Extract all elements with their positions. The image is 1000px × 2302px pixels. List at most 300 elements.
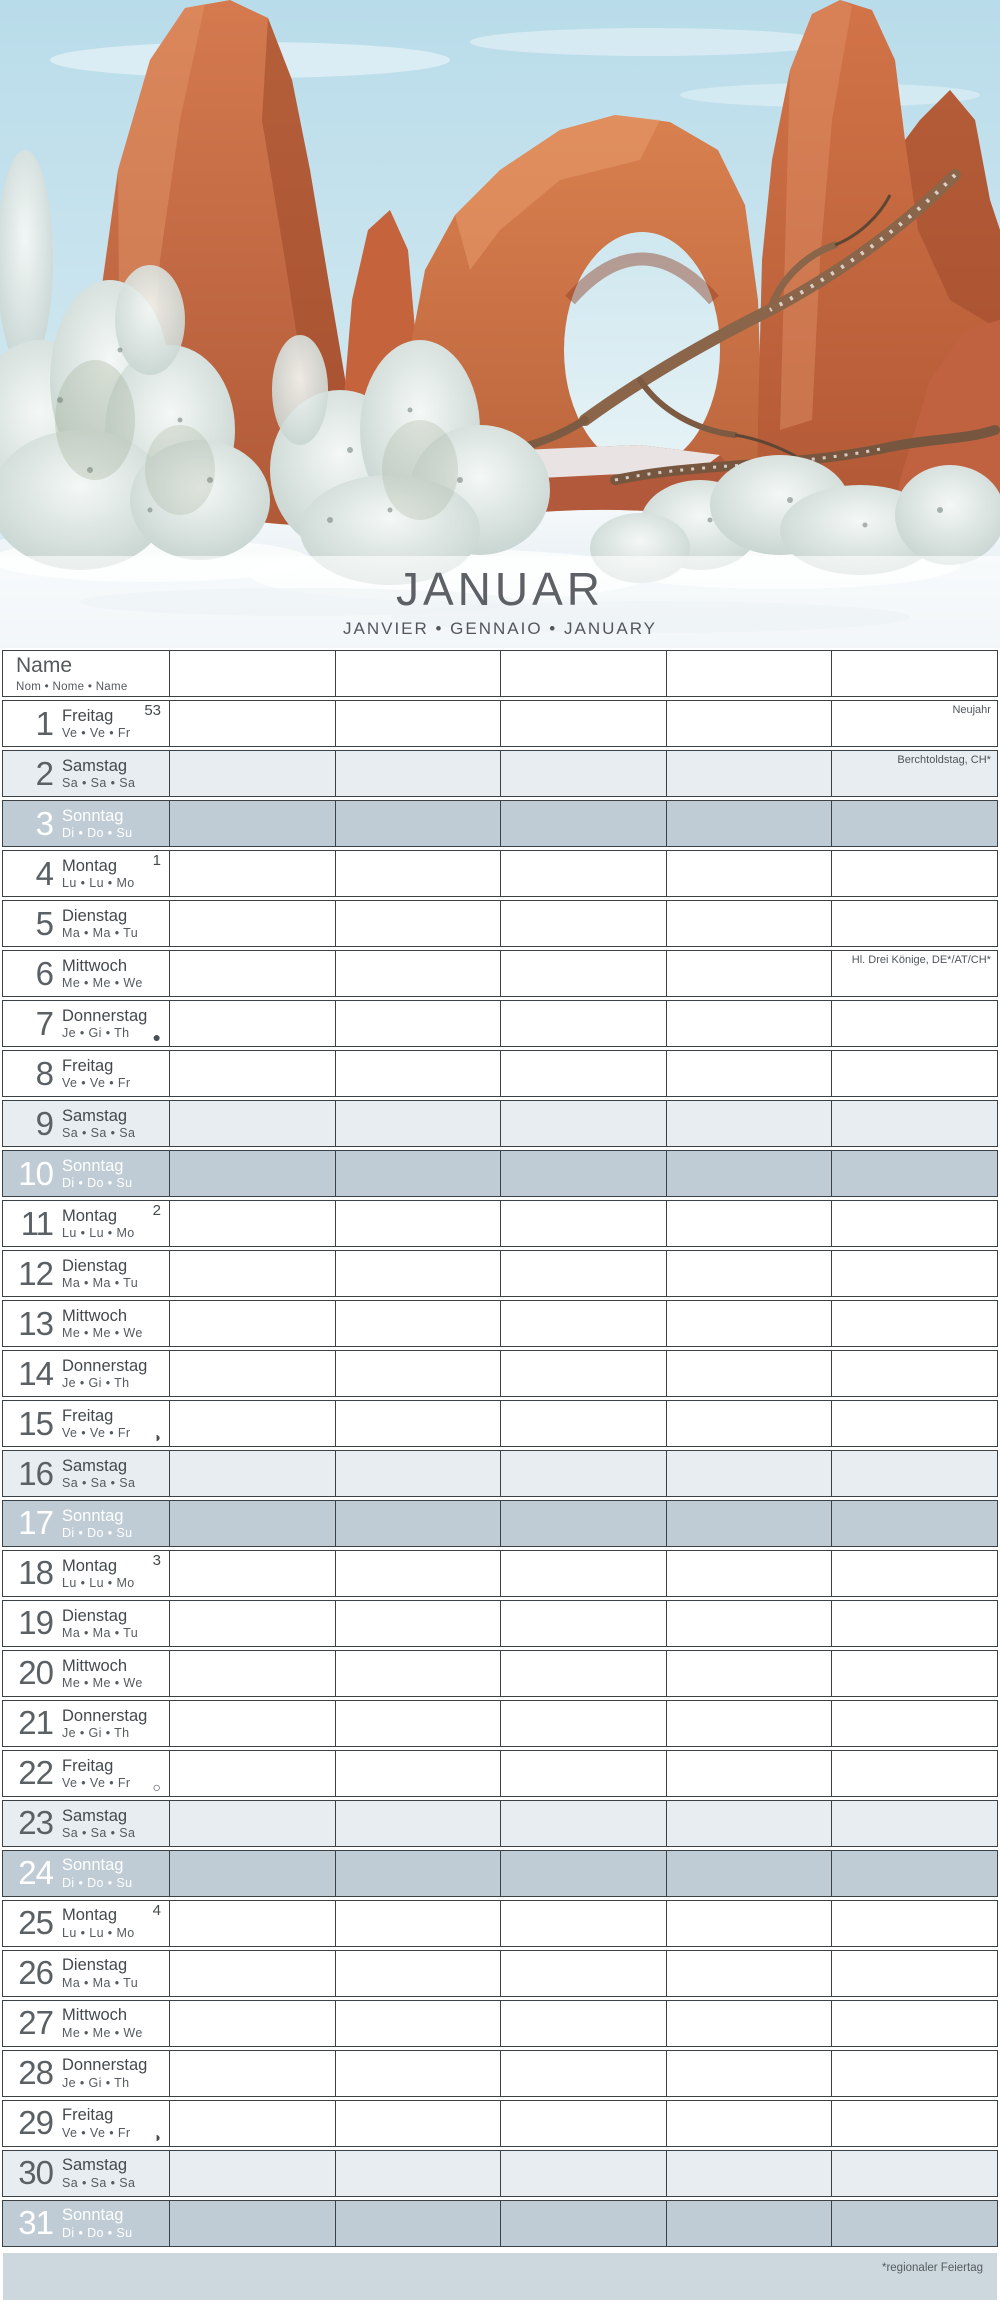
day-row-2: [2, 750, 998, 797]
day-row-5: [2, 900, 998, 947]
day-name-block: [62, 1757, 130, 1790]
entry-cell: [169, 951, 335, 996]
day-name: Samstag: [62, 756, 128, 775]
day-label-cell: [3, 1351, 169, 1396]
entry-cell: [666, 1051, 832, 1096]
day-name: Mittwoch: [62, 2006, 128, 2025]
entry-cell: [169, 1201, 335, 1246]
entry-cell: [831, 1351, 997, 1396]
day-name: Montag: [62, 1206, 118, 1225]
entry-cell: [500, 701, 666, 746]
day-name-block: [62, 1107, 135, 1140]
day-name: Montag: [62, 856, 118, 875]
entry-cell: [666, 1101, 832, 1146]
day-name-translations: Di • Do • Su: [62, 1526, 133, 1541]
day-row-4: [2, 850, 998, 897]
entry-cell: [335, 1001, 501, 1046]
day-name: Montag: [62, 1556, 118, 1575]
calendar-grid: [2, 650, 998, 2250]
entry-cell: [500, 901, 666, 946]
entry-cell: [169, 751, 335, 796]
entry-cell: [169, 801, 335, 846]
day-name-block: [62, 707, 130, 740]
day-name: Freitag: [62, 706, 114, 725]
entry-cell: [169, 1151, 335, 1196]
entry-cell: [666, 1851, 832, 1896]
footer-band: [3, 2253, 997, 2300]
entry-cell: [335, 1901, 501, 1946]
entry-cell: [335, 1351, 501, 1396]
day-name-block: [62, 1057, 130, 1090]
entry-cell: [666, 1251, 832, 1296]
name-sublabel: Nom • Nome • Name: [16, 681, 128, 693]
entry-cell: [831, 901, 997, 946]
day-label-cell: [3, 1251, 169, 1296]
moon-phase-icon: ○: [152, 1778, 161, 1795]
day-row-9: [2, 1100, 998, 1147]
entry-cell: [666, 2151, 832, 2196]
moon-phase-icon: ◑: [152, 1428, 161, 1445]
entry-cell: [500, 751, 666, 796]
entry-cell: [169, 1551, 335, 1596]
day-row-13: [2, 1300, 998, 1347]
entry-cell: [169, 1401, 335, 1446]
day-number: 12: [18, 1254, 53, 1292]
day-row-21: [2, 1700, 998, 1747]
day-row-22: [2, 1750, 998, 1797]
entry-cell: [831, 1051, 997, 1096]
entry-cell: [500, 2151, 666, 2196]
day-name-translations: Sa • Sa • Sa: [62, 2175, 136, 2190]
day-label-cell: [3, 1151, 169, 1196]
entry-cell: [666, 851, 832, 896]
entry-cell: [169, 2101, 335, 2146]
day-number: 7: [35, 1004, 53, 1042]
entry-cell: [335, 851, 501, 896]
day-label-cell: [3, 1051, 169, 1096]
day-name-block: [62, 1856, 133, 1889]
day-label-cell: [3, 801, 169, 846]
entry-cell: [831, 1201, 997, 1246]
entry-cell: [831, 1251, 997, 1296]
day-name-translations: Di • Do • Su: [62, 2225, 133, 2240]
day-name: Dienstag: [62, 906, 128, 925]
day-name: Samstag: [62, 1456, 128, 1475]
entry-cell: [335, 1251, 501, 1296]
entry-cell: [666, 1301, 832, 1346]
name-entry-cell: [666, 651, 832, 696]
day-row-29: [2, 2100, 998, 2147]
day-name-block: [62, 1707, 147, 1740]
entry-cell: [335, 1201, 501, 1246]
day-name: Dienstag: [62, 1956, 128, 1975]
entry-cell: [666, 1601, 832, 1646]
entry-cell: [500, 1251, 666, 1296]
name-entry-cell: [831, 651, 997, 696]
entry-cell: [500, 951, 666, 996]
entry-cell: [335, 1751, 501, 1796]
entry-cell: [500, 1201, 666, 1246]
entry-cell: [335, 701, 501, 746]
entry-cell: [831, 701, 997, 746]
entry-cell: [500, 1401, 666, 1446]
entry-cell: [831, 1151, 997, 1196]
day-name-block: [62, 2106, 130, 2139]
entry-cell: [666, 1651, 832, 1696]
day-name-translations: Je • Gi • Th: [62, 2075, 130, 2090]
entry-cell: [335, 1601, 501, 1646]
entry-cell: [335, 1651, 501, 1696]
day-number: 2: [35, 754, 53, 792]
day-label-cell: [3, 2001, 169, 2046]
entry-cell: [335, 1951, 501, 1996]
entry-cell: [666, 1351, 832, 1396]
entry-cell: [169, 2151, 335, 2196]
entry-cell: [666, 1701, 832, 1746]
day-name-block: [62, 1007, 147, 1040]
day-row-12: [2, 1250, 998, 1297]
entry-cell: [831, 1301, 997, 1346]
day-name: Freitag: [62, 2106, 114, 2125]
day-number: 1: [35, 704, 53, 742]
entry-cell: [500, 851, 666, 896]
week-number: 53: [144, 702, 161, 720]
entry-cell: [500, 1051, 666, 1096]
name-entry-cell: [169, 651, 335, 696]
entry-cell: [169, 1251, 335, 1296]
entry-cell: [666, 751, 832, 796]
day-number: 3: [35, 804, 53, 842]
entry-cell: [169, 1501, 335, 1546]
day-number: 9: [35, 1104, 53, 1142]
day-name-block: [62, 2006, 143, 2039]
day-number: 15: [18, 1404, 53, 1442]
day-name-block: [62, 757, 135, 790]
entry-cell: [666, 1451, 832, 1496]
day-row-8: [2, 1050, 998, 1097]
day-name-translations: Me • Me • We: [62, 976, 143, 991]
entry-cell: [169, 1601, 335, 1646]
day-name: Freitag: [62, 1406, 114, 1425]
entry-cell: [831, 1001, 997, 1046]
day-label-cell: [3, 1851, 169, 1896]
entry-cell: [666, 1001, 832, 1046]
day-name: Samstag: [62, 1806, 128, 1825]
entry-cell: [831, 1651, 997, 1696]
entry-cell: [500, 1801, 666, 1846]
day-name-translations: Ve • Ve • Fr: [62, 2125, 131, 2140]
entry-cell: [666, 1801, 832, 1846]
entry-cell: [831, 1451, 997, 1496]
day-number: 4: [35, 854, 53, 892]
day-number: 22: [18, 1754, 53, 1792]
entry-cell: [335, 1501, 501, 1546]
entry-cell: [666, 2201, 832, 2246]
day-label-cell: [3, 1201, 169, 1246]
day-name-translations: Me • Me • We: [62, 1326, 143, 1341]
day-row-16: [2, 1450, 998, 1497]
entry-cell: [500, 1451, 666, 1496]
day-row-26: [2, 1950, 998, 1997]
entry-cell: [169, 2051, 335, 2096]
entry-cell: [666, 1951, 832, 1996]
day-name-translations: Ma • Ma • Tu: [62, 1276, 139, 1291]
day-name-block: [62, 907, 138, 940]
day-name-block: [62, 2156, 135, 2189]
day-label-cell: [3, 1601, 169, 1646]
name-header-row: [2, 650, 998, 697]
entry-cell: [335, 1701, 501, 1746]
entry-cell: [500, 2051, 666, 2096]
entry-cell: [169, 1851, 335, 1896]
day-label-cell: [3, 2101, 169, 2146]
day-name-translations: Me • Me • We: [62, 1676, 143, 1691]
day-number: 25: [18, 1904, 53, 1942]
day-name-translations: Ma • Ma • Tu: [62, 1975, 139, 1990]
entry-cell: [335, 1851, 501, 1896]
entry-cell: [831, 1501, 997, 1546]
holiday-label: Berchtoldstag, CH*: [897, 754, 991, 767]
entry-cell: [666, 901, 832, 946]
entry-cell: [666, 1551, 832, 1596]
entry-cell: [500, 1151, 666, 1196]
day-name-block: [62, 1457, 135, 1490]
day-row-30: [2, 2150, 998, 2197]
day-name: Sonntag: [62, 1156, 124, 1175]
day-label-cell: [3, 2051, 169, 2096]
entry-cell: [169, 1701, 335, 1746]
entry-cell: [335, 1401, 501, 1446]
day-row-31: [2, 2200, 998, 2247]
entry-cell: [666, 2101, 832, 2146]
day-name-block: [62, 957, 143, 990]
entry-cell: [335, 1451, 501, 1496]
day-name-translations: Ve • Ve • Fr: [62, 726, 131, 741]
entry-cell: [831, 1951, 997, 1996]
day-name: Mittwoch: [62, 1306, 128, 1325]
entry-cell: [500, 801, 666, 846]
day-row-1: [2, 700, 998, 747]
entry-cell: [335, 2001, 501, 2046]
day-name-block: [62, 1307, 143, 1340]
day-label-cell: [3, 2151, 169, 2196]
day-name-block: [62, 1807, 135, 1840]
entry-cell: [831, 1851, 997, 1896]
day-number: 30: [18, 2154, 53, 2192]
day-name-translations: Ve • Ve • Fr: [62, 1775, 131, 1790]
day-label-cell: [3, 901, 169, 946]
day-row-3: [2, 800, 998, 847]
day-label-cell: [3, 1451, 169, 1496]
entry-cell: [500, 2001, 666, 2046]
entry-cell: [666, 1901, 832, 1946]
day-number: 27: [18, 2004, 53, 2042]
day-name-block: [62, 1257, 138, 1290]
day-label-cell: [3, 2201, 169, 2246]
day-name-block: [62, 1956, 138, 1989]
day-label-cell: [3, 1401, 169, 1446]
entry-cell: [666, 1151, 832, 1196]
entry-cell: [169, 701, 335, 746]
day-name: Sonntag: [62, 806, 124, 825]
day-name: Sonntag: [62, 1506, 124, 1525]
entry-cell: [169, 1051, 335, 1096]
entry-cell: [500, 1501, 666, 1546]
arches-winter-photo-illustration: [0, 0, 1000, 648]
day-name-translations: Di • Do • Su: [62, 826, 133, 841]
entry-cell: [335, 2051, 501, 2096]
entry-cell: [666, 701, 832, 746]
day-name: Mittwoch: [62, 1656, 128, 1675]
entry-cell: [335, 751, 501, 796]
entry-cell: [500, 1001, 666, 1046]
day-name: Donnerstag: [62, 1006, 148, 1025]
day-number: 16: [18, 1454, 53, 1492]
entry-cell: [169, 2001, 335, 2046]
entry-cell: [666, 1501, 832, 1546]
month-subtitle: JANVIER • GENNAIO • JANUARY: [342, 618, 658, 638]
day-row-14: [2, 1350, 998, 1397]
entry-cell: [831, 2201, 997, 2246]
day-name-block: [62, 1157, 133, 1190]
entry-cell: [831, 1701, 997, 1746]
day-number: 31: [18, 2204, 53, 2242]
day-label-cell: [3, 1901, 169, 1946]
name-header-cell: [3, 651, 169, 696]
day-label-cell: [3, 1301, 169, 1346]
day-name-translations: Ve • Ve • Fr: [62, 1426, 131, 1441]
day-label-cell: [3, 1551, 169, 1596]
entry-cell: [831, 951, 997, 996]
entry-cell: [666, 951, 832, 996]
entry-cell: [500, 1851, 666, 1896]
day-name: Samstag: [62, 1106, 128, 1125]
entry-cell: [335, 951, 501, 996]
entry-cell: [335, 801, 501, 846]
entry-cell: [666, 2051, 832, 2096]
day-number: 6: [35, 954, 53, 992]
day-row-20: [2, 1650, 998, 1697]
day-name-translations: Lu • Lu • Mo: [62, 1226, 135, 1241]
entry-cell: [831, 1751, 997, 1796]
week-number: 1: [152, 852, 161, 870]
day-name: Freitag: [62, 1756, 114, 1775]
entry-cell: [335, 1051, 501, 1096]
entry-cell: [831, 751, 997, 796]
day-number: 8: [35, 1054, 53, 1092]
day-number: 18: [18, 1554, 53, 1592]
entry-cell: [169, 1101, 335, 1146]
entry-cell: [500, 1601, 666, 1646]
entry-cell: [335, 2201, 501, 2246]
entry-cell: [831, 2051, 997, 2096]
day-number: 20: [18, 1654, 53, 1692]
day-row-7: [2, 1000, 998, 1047]
name-label: Name: [16, 654, 73, 677]
day-name-block: [62, 1357, 147, 1390]
day-number: 14: [18, 1354, 53, 1392]
day-name: Samstag: [62, 2156, 128, 2175]
week-number: 3: [152, 1551, 161, 1569]
entry-cell: [831, 1801, 997, 1846]
day-label-cell: [3, 1101, 169, 1146]
entry-cell: [335, 2101, 501, 2146]
day-name-translations: Lu • Lu • Mo: [62, 1576, 135, 1591]
day-name: Donnerstag: [62, 2056, 148, 2075]
entry-cell: [169, 1901, 335, 1946]
entry-cell: [335, 901, 501, 946]
day-name: Sonntag: [62, 1856, 124, 1875]
day-row-10: [2, 1150, 998, 1197]
day-name-translations: Di • Do • Su: [62, 1176, 133, 1191]
entry-cell: [831, 1901, 997, 1946]
entry-cell: [500, 1101, 666, 1146]
day-number: 23: [18, 1804, 53, 1842]
day-row-15: [2, 1400, 998, 1447]
entry-cell: [335, 1801, 501, 1846]
day-label-cell: [3, 1501, 169, 1546]
day-name-translations: Sa • Sa • Sa: [62, 1825, 136, 1840]
day-name: Montag: [62, 1906, 118, 1925]
day-name-translations: Lu • Lu • Mo: [62, 1925, 135, 1940]
day-row-6: [2, 950, 998, 997]
day-number: 11: [20, 1204, 53, 1242]
entry-cell: [335, 1151, 501, 1196]
entry-cell: [335, 2151, 501, 2196]
header-photo: [0, 0, 1000, 648]
entry-cell: [831, 1101, 997, 1146]
day-number: 28: [18, 2054, 53, 2092]
moon-phase-icon: ◑: [152, 2128, 161, 2145]
day-name-block: [62, 807, 133, 840]
entry-cell: [666, 2001, 832, 2046]
entry-cell: [169, 1751, 335, 1796]
day-name-block: [62, 1407, 130, 1440]
day-label-cell: [3, 851, 169, 896]
day-name-block: [62, 1507, 133, 1540]
entry-cell: [169, 1451, 335, 1496]
name-entry-cell: [335, 651, 501, 696]
day-label-cell: [3, 951, 169, 996]
entry-cell: [831, 2151, 997, 2196]
day-row-23: [2, 1800, 998, 1847]
day-name-block: [62, 2056, 147, 2089]
week-number: 4: [152, 1901, 161, 1919]
day-number: 24: [18, 1854, 53, 1892]
day-label-cell: [3, 1951, 169, 1996]
day-row-25: [2, 1900, 998, 1947]
day-name-translations: Ma • Ma • Tu: [62, 1626, 139, 1641]
day-row-18: [2, 1550, 998, 1597]
day-label-cell: [3, 1751, 169, 1796]
entry-cell: [831, 1601, 997, 1646]
day-name-translations: Sa • Sa • Sa: [62, 1126, 136, 1141]
entry-cell: [500, 1301, 666, 1346]
entry-cell: [831, 2001, 997, 2046]
entry-cell: [666, 1401, 832, 1446]
day-name: Sonntag: [62, 2206, 124, 2225]
month-title: JANUAR: [395, 562, 605, 615]
moon-phase-icon: ●: [152, 1028, 161, 1045]
entry-cell: [500, 1701, 666, 1746]
day-name-block: [62, 1557, 135, 1590]
day-row-11: [2, 1200, 998, 1247]
entry-cell: [831, 2101, 997, 2146]
entry-cell: [500, 1351, 666, 1396]
day-name-translations: Je • Gi • Th: [62, 1026, 130, 1041]
day-row-28: [2, 2050, 998, 2097]
day-name: Dienstag: [62, 1256, 128, 1275]
